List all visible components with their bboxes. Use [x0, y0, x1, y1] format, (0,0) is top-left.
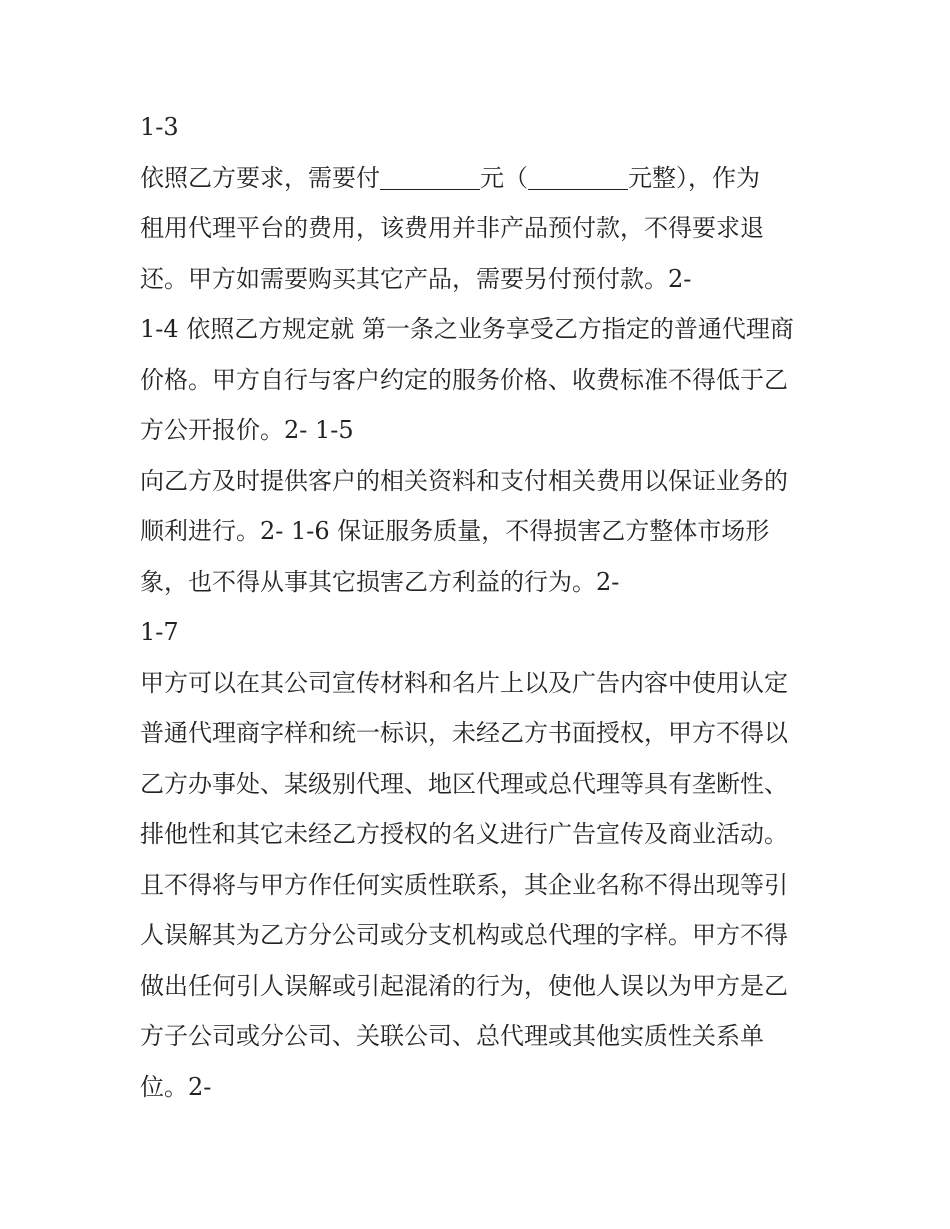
text-line: 方子公司或分公司、关联公司、总代理或其他实质性关系单	[140, 1022, 764, 1050]
text-line: 方公开报价。2- 1-5	[140, 416, 354, 444]
text-line: 价格。甲方自行与客户约定的服务价格、收费标准不得低于乙	[140, 365, 788, 394]
text-line: 人误解其为乙方分公司或分支机构或总代理的字样。甲方不得	[140, 921, 788, 949]
text-line: 排他性和其它未经乙方授权的名义进行广告宣传及商业活动。	[140, 820, 788, 848]
text-line: 顺利进行。2- 1-6 保证服务质量，不得损害乙方整体市场形	[140, 517, 770, 545]
fill-in-blank	[380, 163, 480, 190]
document-body	[140, 102, 820, 1112]
text-line: 租用代理平台的费用，该费用并非产品预付款，不得要求退	[140, 214, 764, 242]
text-fragment: 依照乙方要求，需要付	[140, 163, 380, 192]
text-line: 1-3	[140, 113, 179, 141]
text-line: 还。甲方如需要购买其它产品，需要另付预付款。2-	[140, 264, 692, 293]
text-fragment: 元整），作为	[628, 163, 760, 192]
text-line: 做出任何引人误解或引起混淆的行为，使他人误以为甲方是乙	[140, 971, 788, 1000]
text-line: 普通代理商字样和统一标识，未经乙方书面授权，甲方不得以	[140, 719, 788, 747]
text-fragment: 元（	[480, 163, 528, 192]
text-line: 甲方可以在其公司宣传材料和名片上以及广告内容中使用认定	[140, 668, 788, 697]
text-line: 乙方办事处、某级别代理、地区代理或总代理等具有垄断性、	[140, 769, 788, 798]
text-line-with-blanks	[140, 153, 820, 204]
text-line: 且不得将与甲方作任何实质性联系，其企业名称不得出现等引	[140, 870, 788, 899]
text-line: 1-4 依照乙方规定就 第一条之业务享受乙方指定的普通代理商	[140, 315, 794, 343]
text-line: 位。2-	[140, 1072, 212, 1101]
text-line: 象，也不得从事其它损害乙方利益的行为。2-	[140, 567, 620, 596]
fill-in-blank	[528, 163, 628, 190]
text-line: 向乙方及时提供客户的相关资料和支付相关费用以保证业务的	[140, 466, 788, 495]
text-line: 1-7	[140, 618, 179, 646]
